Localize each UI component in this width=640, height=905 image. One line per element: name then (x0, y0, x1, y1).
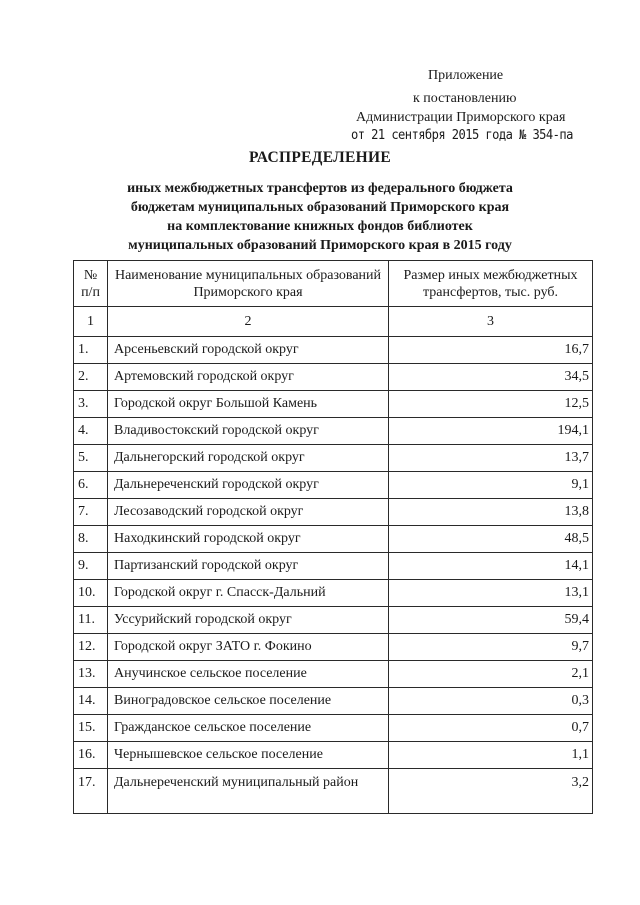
row-number: 16. (74, 742, 108, 769)
row-number: 8. (74, 526, 108, 553)
row-transfer-amount: 34,5 (389, 364, 593, 391)
table-row (74, 418, 593, 445)
decree-reference-line1: к постановлению (413, 91, 517, 106)
row-transfer-amount: 16,7 (389, 337, 593, 364)
subtitle-line-3: на комплектование книжных фондов библиотек (167, 219, 473, 234)
table-row (74, 337, 593, 364)
table-row (74, 391, 593, 418)
column-number-1: 1 (74, 307, 108, 337)
subtitle-line-1: иных межбюджетных трансфертов из федерального бюджета (127, 181, 513, 196)
row-transfer-amount: 9,1 (389, 472, 593, 499)
appendix-label: Приложение (428, 68, 504, 83)
row-municipality-name: Анучинское сельское поселение (108, 661, 389, 688)
row-transfer-amount: 2,1 (389, 661, 593, 688)
row-municipality-name: Городской округ г. Спасск-Дальний (108, 580, 389, 607)
row-number: 4. (74, 418, 108, 445)
row-transfer-amount: 1,1 (389, 742, 593, 769)
row-number: 1. (74, 337, 108, 364)
row-number: 13. (74, 661, 108, 688)
table-row (74, 715, 593, 742)
table-row (74, 499, 593, 526)
distribution-table (73, 260, 593, 814)
row-transfer-amount: 48,5 (389, 526, 593, 553)
row-transfer-amount: 13,1 (389, 580, 593, 607)
row-transfer-amount: 14,1 (389, 553, 593, 580)
row-transfer-amount: 0,3 (389, 688, 593, 715)
row-transfer-amount: 0,7 (389, 715, 593, 742)
table-row (74, 769, 593, 814)
row-municipality-name: Партизанский городской округ (108, 553, 389, 580)
row-number: 6. (74, 472, 108, 499)
row-municipality-name: Дальнереченский городской округ (108, 472, 389, 499)
subtitle-line-4: муниципальных образований Приморского края в 2015 году (128, 238, 512, 253)
row-municipality-name: Гражданское сельское поселение (108, 715, 389, 742)
table-row (74, 526, 593, 553)
row-number: 17. (74, 769, 108, 814)
decree-reference-line2: Администрации Приморского края (356, 110, 566, 125)
row-transfer-amount: 194,1 (389, 418, 593, 445)
row-number: 15. (74, 715, 108, 742)
row-transfer-amount: 3,2 (389, 769, 593, 814)
header-number: № п/п (74, 261, 108, 307)
table-row (74, 634, 593, 661)
row-number: 9. (74, 553, 108, 580)
row-transfer-amount: 59,4 (389, 607, 593, 634)
table-row (74, 445, 593, 472)
table-row (74, 688, 593, 715)
table-row (74, 472, 593, 499)
column-number-3: 3 (389, 307, 593, 337)
subtitle-line-2: бюджетам муниципальных образований Приморского края (130, 200, 510, 215)
row-transfer-amount: 13,7 (389, 445, 593, 472)
row-municipality-name: Артемовский городской округ (108, 364, 389, 391)
row-number: 11. (74, 607, 108, 634)
row-number: 5. (74, 445, 108, 472)
decree-date-stamp: от 21 сентября 2015 года № 354-па (351, 128, 573, 143)
row-number: 12. (74, 634, 108, 661)
document-subtitle (0, 179, 640, 255)
row-municipality-name: Чернышевское сельское поселение (108, 742, 389, 769)
row-municipality-name: Арсеньевский городской округ (108, 337, 389, 364)
row-number: 10. (74, 580, 108, 607)
row-municipality-name: Дальнегорский городской округ (108, 445, 389, 472)
row-municipality-name: Городской округ Большой Камень (108, 391, 389, 418)
header-name: Наименование муниципальных образований Приморского края (108, 261, 389, 307)
row-number: 7. (74, 499, 108, 526)
table-row (74, 661, 593, 688)
document-title: РАСПРЕДЕЛЕНИЕ (249, 149, 391, 166)
row-municipality-name: Городской округ ЗАТО г. Фокино (108, 634, 389, 661)
row-municipality-name: Виноградовское сельское поселение (108, 688, 389, 715)
row-transfer-amount: 9,7 (389, 634, 593, 661)
row-municipality-name: Лесозаводский городской округ (108, 499, 389, 526)
table-row (74, 607, 593, 634)
table-row (74, 742, 593, 769)
table-row (74, 553, 593, 580)
table-row (74, 364, 593, 391)
row-municipality-name: Уссурийский городской округ (108, 607, 389, 634)
row-transfer-amount: 13,8 (389, 499, 593, 526)
row-municipality-name: Дальнереченский муниципальный район (108, 769, 389, 814)
column-number-2: 2 (108, 307, 389, 337)
table-header-row (74, 261, 593, 307)
row-number: 2. (74, 364, 108, 391)
row-number: 3. (74, 391, 108, 418)
row-transfer-amount: 12,5 (389, 391, 593, 418)
row-number: 14. (74, 688, 108, 715)
column-number-row (74, 307, 593, 337)
row-municipality-name: Находкинский городской округ (108, 526, 389, 553)
row-municipality-name: Владивостокский городской округ (108, 418, 389, 445)
header-value: Размер иных межбюджетных трансфертов, тыс. руб. (389, 261, 593, 307)
table-row (74, 580, 593, 607)
